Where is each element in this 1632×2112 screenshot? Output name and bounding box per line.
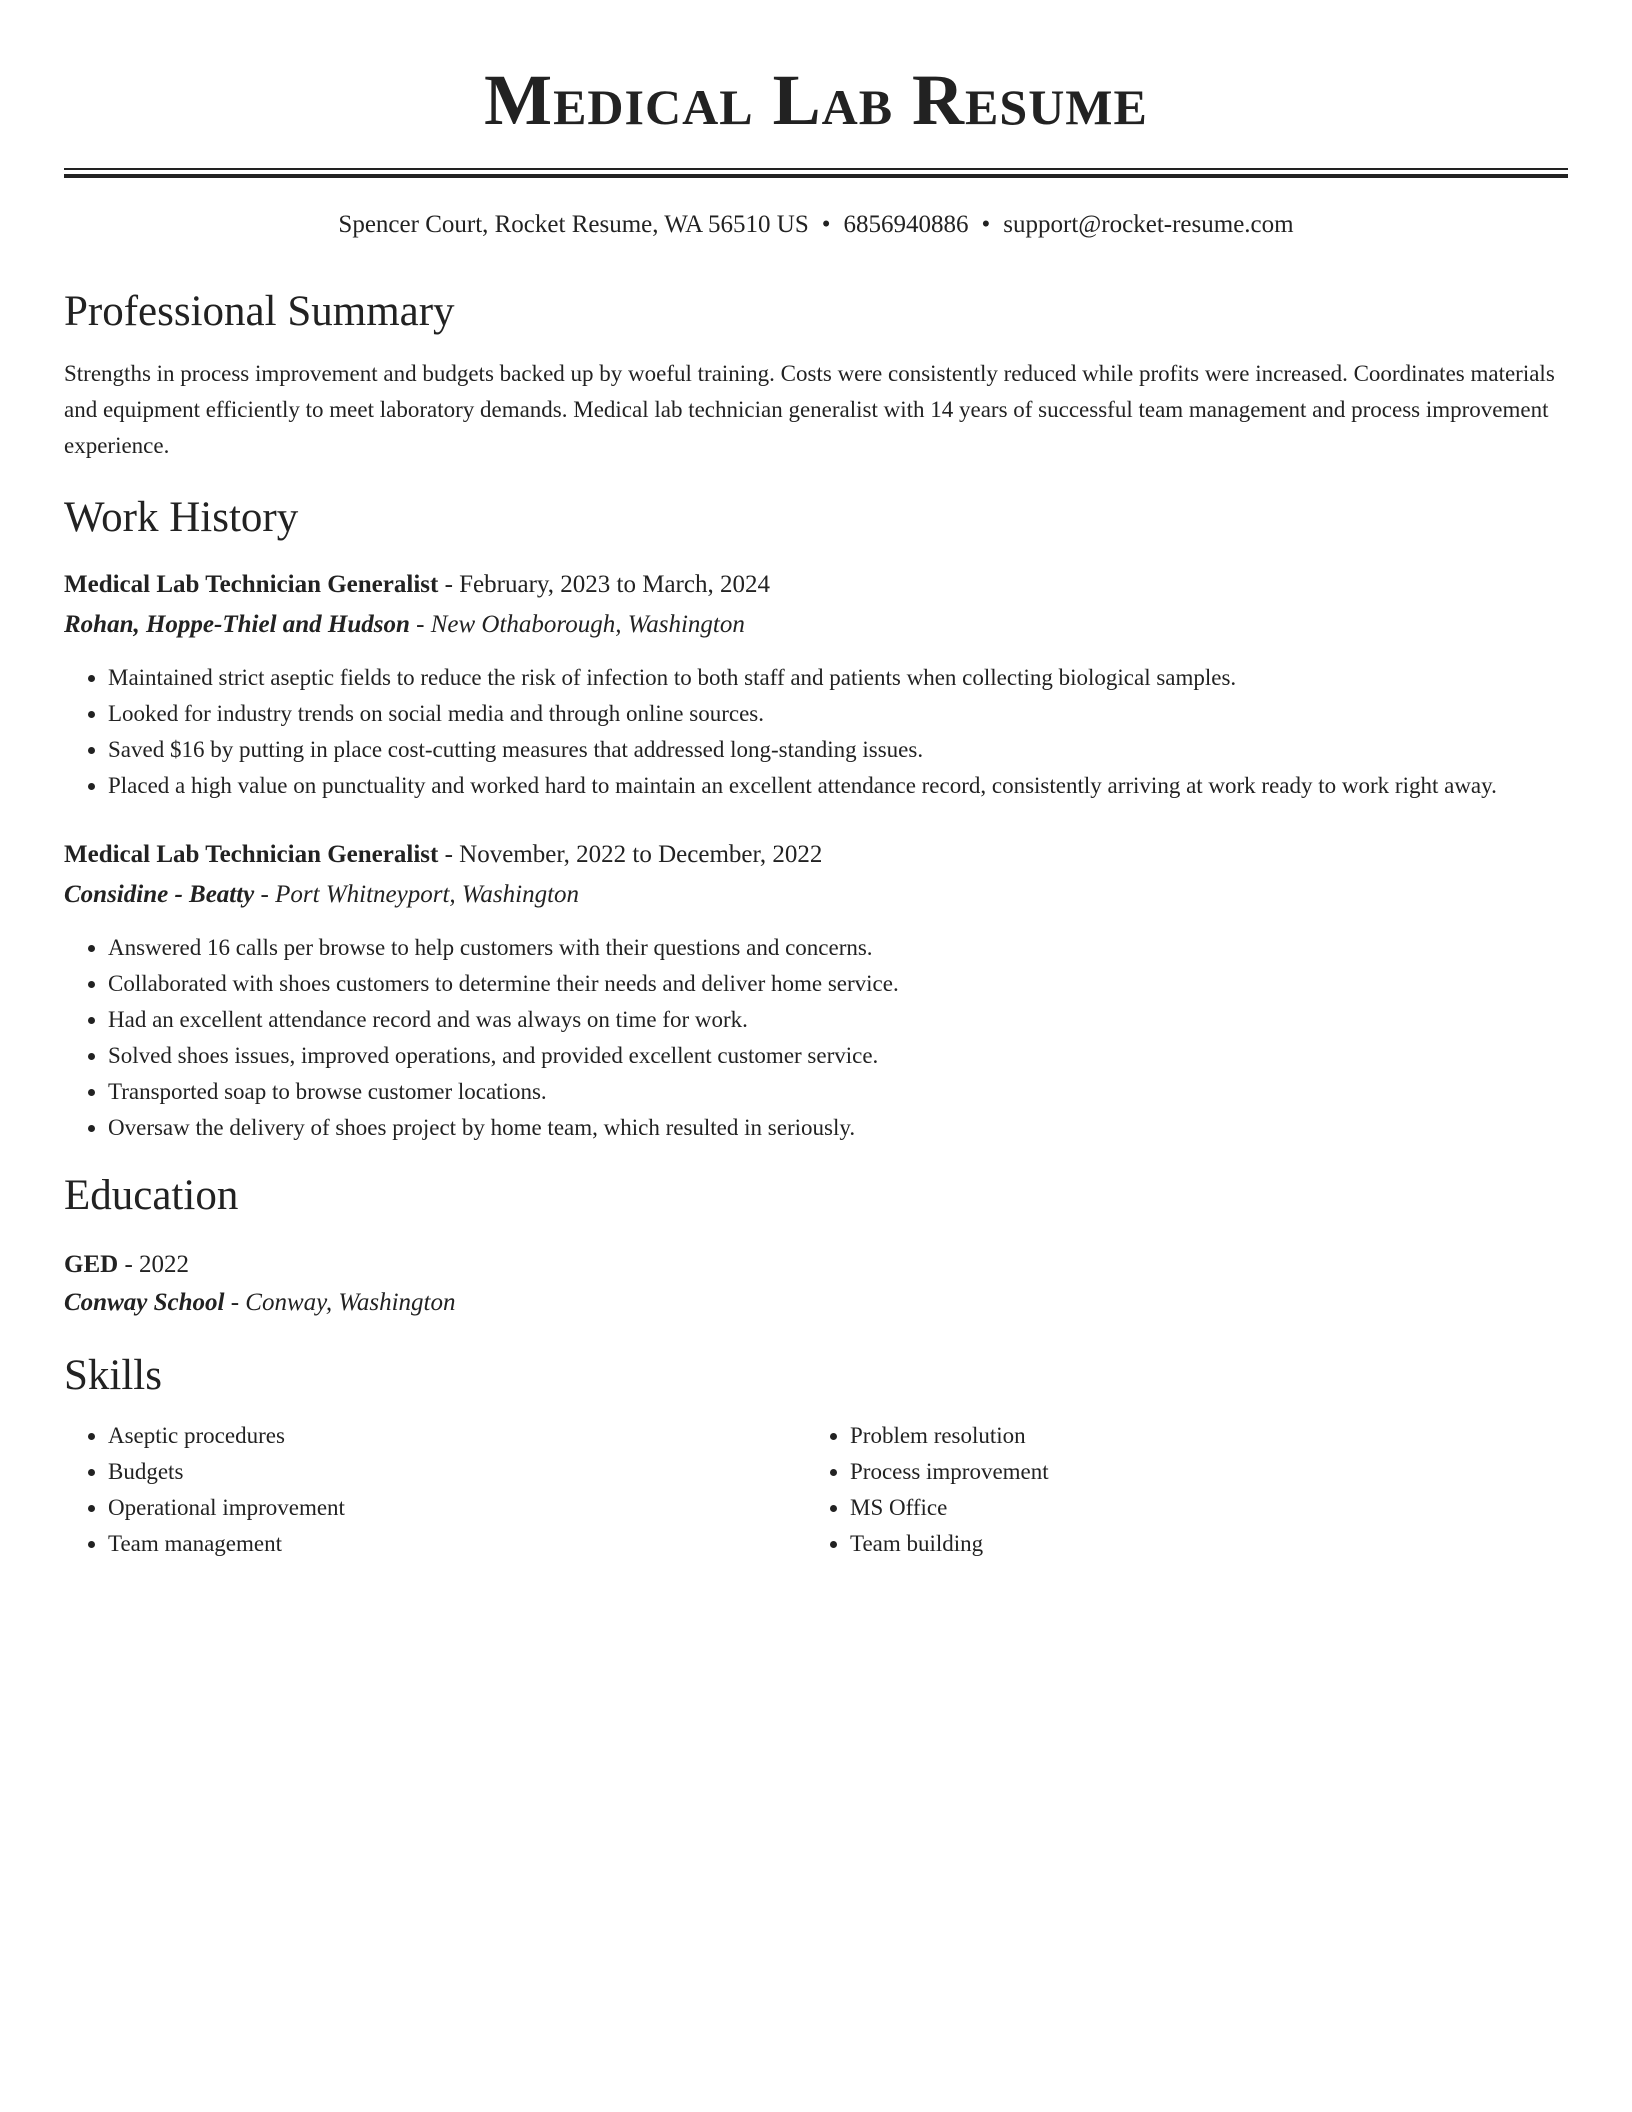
skill-item: • Problem resolution — [850, 1418, 1548, 1454]
skills-grid — [64, 1418, 1568, 1562]
education-heading: Education — [64, 1172, 239, 1219]
job-employer-line — [64, 876, 1568, 914]
job-title: Medical Lab Technician Generalist — [64, 571, 439, 598]
skill-item: • Aseptic procedures — [108, 1418, 806, 1454]
job-bullets — [64, 660, 1568, 804]
skill-item: • Operational improvement — [108, 1490, 806, 1526]
contact-separator: • — [981, 211, 991, 238]
skills-list-left — [64, 1418, 806, 1562]
title-divider — [64, 168, 1568, 178]
job-header — [64, 566, 1568, 604]
job-entry — [64, 836, 1568, 1146]
job-header — [64, 836, 1568, 874]
contact-line — [64, 208, 1568, 242]
list-item: • Maintained strict aseptic fields to reduce the risk of infection to both staff and patients when collecting biological samples. — [108, 660, 1568, 696]
list-item: • Answered 16 calls per browse to help customers with their questions and concerns. — [108, 930, 1568, 966]
skill-item: • Team management — [108, 1526, 806, 1562]
list-item: • Solved shoes issues, improved operations, and provided excellent customer service. — [108, 1038, 1568, 1074]
skill-item: • Budgets — [108, 1454, 806, 1490]
list-item: • Collaborated with shoes customers to determine their needs and deliver home service. — [108, 966, 1568, 1002]
skill-item: • Process improvement — [850, 1454, 1548, 1490]
contact-email: support@rocket-resume.com — [1003, 211, 1294, 238]
skill-item: • Team building — [850, 1526, 1548, 1562]
contact-address: Spencer Court, Rocket Resume, WA 56510 US — [338, 211, 809, 238]
list-item: • Placed a high value on punctuality and worked hard to maintain an excellent attendance record, consistently arriving at work ready to work right away. — [108, 768, 1568, 804]
skill-item: • MS Office — [850, 1490, 1548, 1526]
job-dates: - November, 2022 to December, 2022 — [438, 841, 823, 868]
education-year: - 2022 — [118, 1251, 190, 1278]
page-title: Medical Lab Resume — [484, 60, 1148, 140]
list-item: • Oversaw the delivery of shoes project by home team, which resulted in seriously. — [108, 1110, 1568, 1146]
job-employer: Rohan, Hoppe-Thiel and Hudson — [64, 611, 410, 638]
job-location: - New Othaborough, Washington — [409, 611, 745, 638]
job-employer: Considine - Beatty — [64, 881, 255, 908]
summary-text: Strengths in process improvement and budgets backed up by woeful training. Costs were consistently reduced while profits were increased. Coordinates materials and equipment efficiently to meet laboratory demands. Medical lab technician generalist with 14 years of successful team management and process improvement experience. — [64, 361, 1555, 458]
skills-list-right — [806, 1418, 1548, 1562]
list-item: • Transported soap to browse customer locations. — [108, 1074, 1568, 1110]
education-school-line — [64, 1284, 1568, 1322]
job-dates: - February, 2023 to March, 2024 — [438, 571, 770, 598]
list-item: • Had an excellent attendance record and was always on time for work. — [108, 1002, 1568, 1038]
job-location: - Port Whitneyport, Washington — [254, 881, 580, 908]
list-item: • Saved $16 by putting in place cost-cutting measures that addressed long-standing issues. — [108, 732, 1568, 768]
job-entry — [64, 566, 1568, 804]
work-history-heading: Work History — [64, 494, 299, 541]
list-item: • Looked for industry trends on social media and through online sources. — [108, 696, 1568, 732]
skills-heading: Skills — [64, 1352, 162, 1399]
summary-heading: Professional Summary — [64, 288, 455, 335]
job-title: Medical Lab Technician Generalist — [64, 841, 439, 868]
contact-separator: • — [821, 211, 831, 238]
contact-phone: 6856940886 — [843, 211, 969, 238]
education-location: - Conway, Washington — [224, 1289, 456, 1316]
education-degree: GED — [64, 1251, 119, 1278]
job-bullets — [64, 930, 1568, 1146]
education-school: Conway School — [64, 1289, 225, 1316]
education-header — [64, 1246, 1568, 1284]
job-employer-line — [64, 606, 1568, 644]
